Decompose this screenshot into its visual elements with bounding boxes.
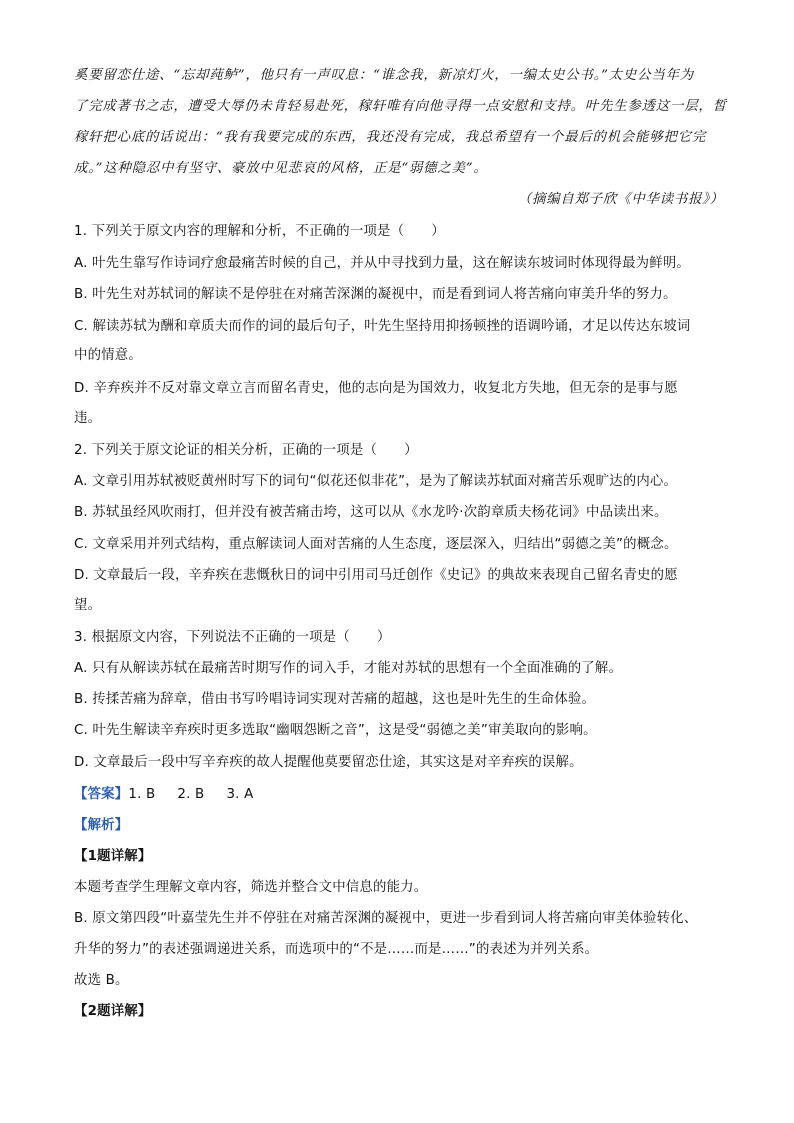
- option-a: A. 文章引用苏轼被贬黄州时写下的词句“似花还似非花”，是为了解读苏轼面对痛苦乐观旷达的内心。: [74, 474, 678, 489]
- analysis-line: 本题考查学生理解文章内容，筛选并整合文中信息的能力。: [74, 880, 428, 895]
- option-b: B. 叶先生对苏轼词的解读不是停驻在对痛苦深渊的凝视中，而是看到词人将苦痛向审美升华的努力。: [74, 287, 677, 302]
- answer-item: 1. B: [128, 787, 156, 802]
- question-stem: 3. 根据原文内容，下列说法不正确的一项是（ ）: [74, 630, 391, 645]
- option-d: D. 文章最后一段中写辛弃疾的故人提醒他莫要留恋仕途，其实这是对辛弃疾的误解。: [74, 755, 583, 770]
- passage-line: 成。”这种隐忍中有坚守、豪放中见悲哀的风格，正是“弱德之美”。: [74, 161, 488, 176]
- passage-line: 奚要留恋仕途、“忘却莼鲈”，他只有一声叹息：“谁念我，新凉灯火，一编太史公书。”太史公当年为: [74, 68, 694, 83]
- analysis-line: B. 原文第四段“叶嘉莹先生并不停驻在对痛苦深渊的凝视中，更进一步看到词人将苦痛向审美体验转化、: [74, 911, 698, 926]
- option-b: B. 苏轼虽经风吹雨打，但并没有被苦痛击垮，这可以从《水龙吟·次韵章质夫杨花词》中品读出来。: [74, 505, 668, 520]
- analysis-label: 【解析】: [74, 818, 129, 833]
- question-stem: 1. 下列关于原文内容的理解和分析，不正确的一项是（ ）: [74, 224, 445, 239]
- option-d: D. 辛弃疾并不反对靠文章立言而留名青史，他的志向是为国效力，收复北方失地，但无奈的是事与愿: [74, 381, 678, 396]
- passage-line: 了完成著书之志，遭受大辱仍未肯轻易赴死，稼轩唯有向他寻得一点安慰和支持。叶先生参透这一层，皙: [74, 99, 727, 114]
- option-a: A. 叶先生靠写作诗词疗愈最痛苦时候的自己，并从中寻找到力量，这在解读东坡词时体现得最为鲜明。: [74, 256, 691, 271]
- passage-source: （摘编自郑子欣《中华读书报》）: [517, 192, 724, 207]
- q2-detail-heading: 【2题详解】: [74, 1004, 152, 1019]
- option-c-continued: 中的情意。: [74, 348, 142, 363]
- option-c: C. 文章采用并列式结构，重点解读词人面对苦痛的人生态度，逐层深入，归结出“弱德之美”的概念。: [74, 537, 678, 552]
- option-c: C. 叶先生解读辛弃疾时更多选取“幽咽怨断之音”，这是受“弱德之美”审美取向的影响。: [74, 723, 597, 738]
- answer-item: 3. A: [226, 787, 254, 802]
- option-d-continued: 违。: [74, 411, 102, 426]
- q1-detail-heading: 【1题详解】: [74, 849, 152, 864]
- option-d: D. 文章最后一段，辛弃疾在悲慨秋日的词中引用司马迁创作《史记》的典故来表现自己留名青史的愿: [74, 568, 678, 583]
- analysis-line: 升华的努力”的表述强调递进关系，而选项中的“不是……而是……”的表述为并列关系。: [74, 942, 599, 957]
- answer-item: 2. B: [177, 787, 205, 802]
- answer-label: 【答案】: [74, 787, 129, 802]
- option-a: A. 只有从解读苏轼在最痛苦时期写作的词入手，才能对苏轼的思想有一个全面准确的了解。: [74, 661, 623, 676]
- analysis-line: 故选 B。: [74, 973, 129, 988]
- option-d-continued: 望。: [74, 598, 102, 613]
- option-b: B. 抟揉苦痛为辞章，借由书写吟唱诗词实现对苦痛的超越，这也是叶先生的生命体验。: [74, 692, 596, 707]
- option-c: C. 解读苏轼为酬和章质夫而作的词的最后句子，叶先生坚持用抑扬顿挫的语调吟诵，才足以传达东坡词: [74, 319, 691, 334]
- answer-row: [74, 785, 253, 805]
- passage-line: 稼轩把心底的话说出：“我有我要完成的东西，我还没有完成，我总希望有一个最后的机会能够把它完: [74, 130, 707, 145]
- question-stem: 2. 下列关于原文论证的相关分析，正确的一项是（ ）: [74, 443, 418, 458]
